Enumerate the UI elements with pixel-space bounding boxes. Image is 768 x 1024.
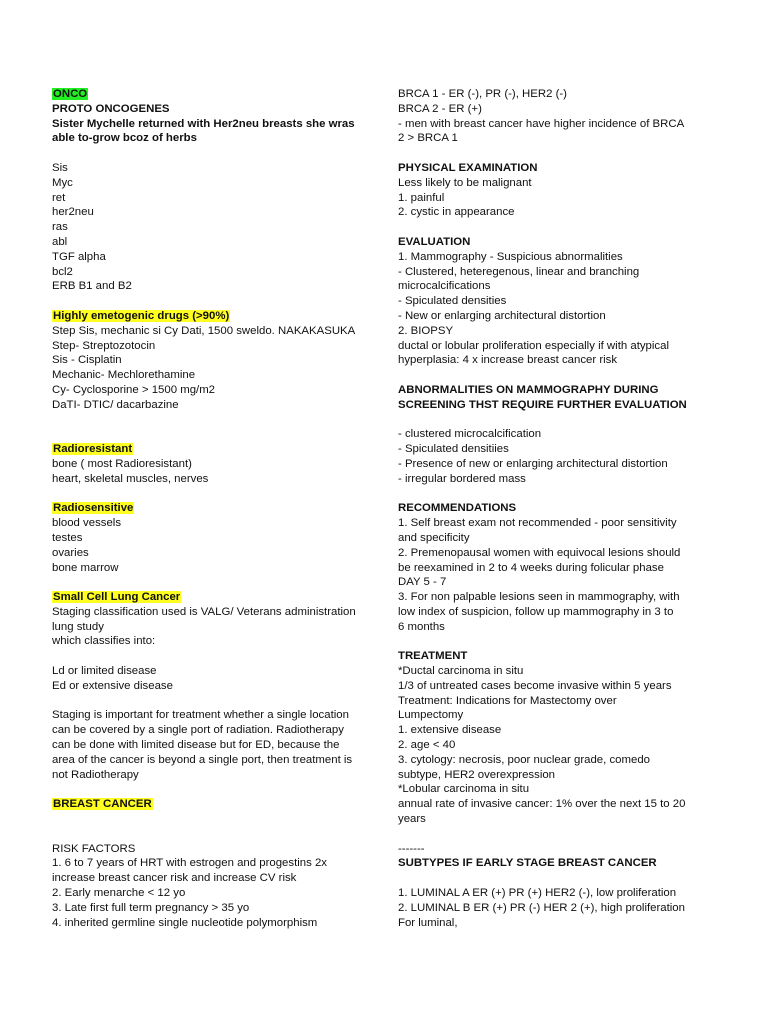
text-line: lung study: [52, 620, 104, 633]
text-line: - men with breast cancer have higher incidence of BRCA: [398, 117, 685, 130]
heading-text: Small Cell Lung Cancer: [53, 591, 181, 604]
text-line: can be done with limited disease but for ED, because the: [52, 739, 340, 752]
text-line: ovaries: [52, 546, 89, 559]
section-heading: EVALUATION: [398, 235, 471, 248]
heading-text: ONCO: [53, 88, 88, 100]
text-line: 1. extensive disease: [398, 724, 502, 737]
text-line: For luminal,: [398, 916, 458, 929]
text-line: DAY 5 - 7: [398, 576, 447, 589]
text-line: not Radiotherapy: [52, 768, 139, 781]
text-line: - Spiculated densities: [398, 295, 507, 308]
text-line: - Clustered, heteregenous, linear and branching: [398, 265, 640, 278]
highlighted-heading: [52, 797, 374, 812]
section-heading: PHYSICAL EXAMINATION: [398, 161, 538, 174]
left-column: [52, 87, 374, 930]
text-line: -------: [398, 842, 425, 855]
blank-line: [52, 146, 374, 161]
blank-line: [398, 146, 720, 161]
text-line: TGF alpha: [52, 250, 106, 263]
text-line: Cy- Cyclosporine > 1500 mg/m2: [52, 383, 216, 396]
blank-line: [398, 368, 720, 383]
text-line: Ld or limited disease: [52, 665, 157, 678]
highlighted-heading: [52, 590, 374, 605]
text-line: 1. LUMINAL A ER (+) PR (+) HER2 (-), low proliferation: [398, 887, 677, 900]
text-line: 4. inherited germline single nucleotide polymorphism: [52, 916, 318, 929]
text-line: ras: [52, 221, 68, 234]
section-heading: ABNORMALITIES ON MAMMOGRAPHY DURING: [398, 383, 659, 396]
blank-line: [52, 827, 374, 842]
text-line: 2. BIOPSY: [398, 324, 454, 337]
section-heading: SUBTYPES IF EARLY STAGE BREAST CANCER: [398, 857, 657, 870]
heading-text: BREAST CANCER: [53, 798, 152, 811]
blank-line: [398, 827, 720, 842]
blank-line: [398, 871, 720, 886]
text-line: Treatment: Indications for Mastectomy over: [398, 694, 617, 707]
highlighted-heading: [52, 87, 374, 102]
text-line: testes: [52, 531, 83, 544]
text-line: annual rate of invasive cancer: 1% over the next 15 to 20: [398, 798, 686, 811]
text-line: her2neu: [52, 206, 94, 219]
text-line: 2. cystic in appearance: [398, 206, 515, 219]
blank-line: [398, 487, 720, 502]
text-line: ERB B1 and B2: [52, 280, 132, 293]
text-line: 3. For non palpable lesions seen in mammography, with: [398, 591, 680, 604]
blank-line: [52, 649, 374, 664]
text-line: 6 months: [398, 620, 445, 633]
text-line: Lumpectomy: [398, 709, 464, 722]
text-line: RISK FACTORS: [52, 842, 136, 855]
text-line: Myc: [52, 176, 73, 189]
text-line: which classifies into:: [52, 635, 156, 648]
text-line: *Ductal carcinoma in situ: [398, 665, 524, 678]
text-line: 1. painful: [398, 191, 445, 204]
text-line: - New or enlarging architectural distortion: [398, 309, 606, 322]
text-line: - clustered microcalcification: [398, 428, 542, 441]
text-line: microcalcifications: [398, 280, 491, 293]
text-line: 3. Late first full term pregnancy > 35 yo: [52, 901, 250, 914]
text-line: bone ( most Radioresistant): [52, 457, 192, 470]
text-line: Staging classification used is VALG/ Veterans administration: [52, 605, 356, 618]
heading-text: Radioresistant: [53, 443, 133, 456]
blank-line: [52, 294, 374, 309]
blank-line: [52, 782, 374, 797]
text-line: Sis - Cisplatin: [52, 354, 122, 367]
text-line: subtype, HER2 overexpression: [398, 768, 556, 781]
text-line: ductal or lobular proliferation especially if with atypical: [398, 339, 669, 352]
text-line: 3. cytology: necrosis, poor nuclear grade, comedo: [398, 753, 650, 766]
text-line: Less likely to be malignant: [398, 176, 532, 189]
text-line: Staging is important for treatment whether a single location: [52, 709, 349, 722]
highlighted-heading: [52, 309, 374, 324]
text-line: 2. Premenopausal women with equivocal lesions should: [398, 546, 681, 559]
blank-line: [398, 634, 720, 649]
text-line: 1. 6 to 7 years of HRT with estrogen and progestins 2x: [52, 857, 328, 870]
section-heading: able to-grow bcoz of herbs: [52, 132, 197, 145]
text-line: ret: [52, 191, 66, 204]
heading-text: Highly emetogenic drugs (>90%): [53, 309, 230, 322]
text-line: bcl2: [52, 265, 73, 278]
text-line: - Spiculated densitiies: [398, 443, 509, 456]
section-heading: RECOMMENDATIONS: [398, 502, 517, 515]
text-line: BRCA 2 - ER (+): [398, 102, 482, 115]
text-line: bone marrow: [52, 561, 119, 574]
right-column: [398, 87, 720, 930]
text-line: Sis: [52, 161, 68, 174]
text-line: DaTI- DTIC/ dacarbazine: [52, 398, 179, 411]
text-line: Mechanic- Mechlorethamine: [52, 369, 196, 382]
text-line: hyperplasia: 4 x increase breast cancer risk: [398, 354, 618, 367]
text-line: Ed or extensive disease: [52, 679, 173, 692]
blank-line: [398, 220, 720, 235]
text-line: 1. Self breast exam not recommended - poor sensitivity: [398, 517, 677, 530]
blank-line: [52, 413, 374, 428]
text-line: - Presence of new or enlarging architectural distortion: [398, 457, 668, 470]
text-line: low index of suspicion, follow up mammography in 3 to: [398, 605, 674, 618]
text-line: can be covered by a single port of radiation. Radiotherapy: [52, 724, 344, 737]
blank-line: [398, 413, 720, 428]
text-line: and specificity: [398, 531, 470, 544]
text-line: area of the cancer is beyond a single port, then treatment is: [52, 753, 353, 766]
text-line: years: [398, 813, 426, 826]
text-line: *Lobular carcinoma in situ: [398, 783, 530, 796]
blank-line: [52, 694, 374, 709]
blank-line: [52, 575, 374, 590]
blank-line: [52, 487, 374, 502]
blank-line: [52, 812, 374, 827]
text-line: 1/3 of untreated cases become invasive within 5 years: [398, 679, 672, 692]
text-line: abl: [52, 235, 68, 248]
highlighted-heading: [52, 501, 374, 516]
section-heading: Sister Mychelle returned with Her2neu breasts she wras: [52, 117, 355, 130]
section-heading: SCREENING THST REQUIRE FURTHER EVALUATION: [398, 398, 687, 411]
text-line: 2. Early menarche < 12 yo: [52, 887, 186, 900]
section-heading: PROTO ONCOGENES: [52, 102, 170, 115]
text-line: Step- Streptozotocin: [52, 339, 156, 352]
text-line: be reexamined in 2 to 4 weeks during folicular phase: [398, 561, 664, 574]
text-line: 2. LUMINAL B ER (+) PR (-) HER 2 (+), high proliferation: [398, 901, 685, 914]
text-line: Step Sis, mechanic si Cy Dati, 1500 sweldo. NAKAKASUKA: [52, 324, 356, 337]
blank-line: [52, 427, 374, 442]
text-line: - irregular bordered mass: [398, 472, 526, 485]
section-heading: TREATMENT: [398, 650, 468, 663]
text-line: 2 > BRCA 1: [398, 132, 458, 145]
heading-text: Radiosensitive: [53, 502, 134, 515]
text-line: heart, skeletal muscles, nerves: [52, 472, 209, 485]
text-line: 2. age < 40: [398, 739, 456, 752]
text-line: blood vessels: [52, 517, 122, 530]
highlighted-heading: [52, 442, 374, 457]
text-line: BRCA 1 - ER (-), PR (-), HER2 (-): [398, 88, 567, 100]
text-line: increase breast cancer risk and increase CV risk: [52, 872, 297, 885]
text-line: 1. Mammography - Suspicious abnormalities: [398, 250, 623, 263]
